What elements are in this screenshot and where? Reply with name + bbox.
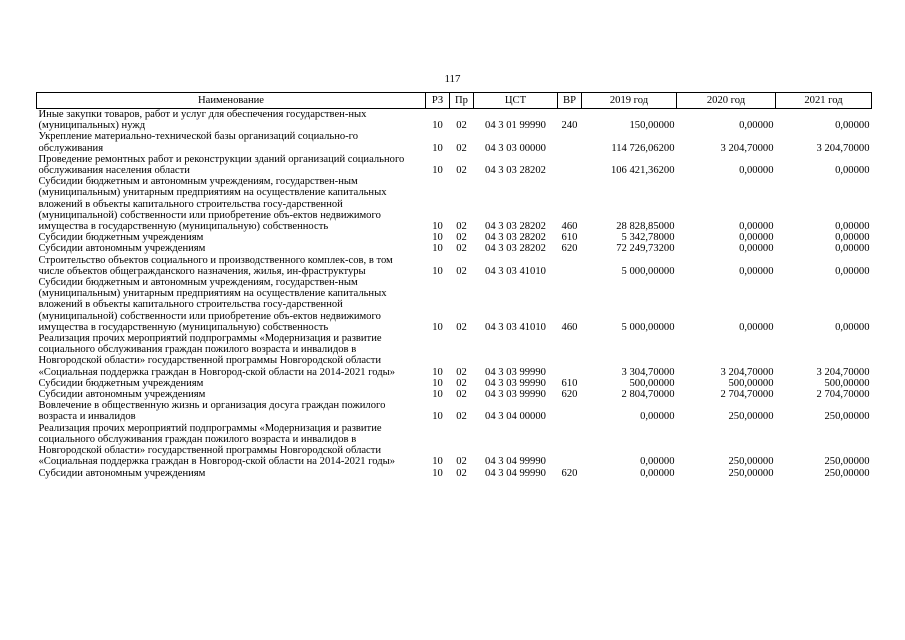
- cell-rz: 10: [432, 142, 443, 154]
- cell-vr: 620: [561, 467, 578, 479]
- cell-2021: 0,00000: [835, 165, 870, 177]
- cell-2020: 250,00000: [728, 456, 774, 468]
- cell-2021: 0,00000: [835, 265, 870, 277]
- cell-2019: 500,00000: [629, 377, 675, 389]
- cell-2019: 0,00000: [640, 467, 675, 479]
- cell-name: Реализация прочих мероприятий подпрограммы «Модернизация и развитие социального обслуживания граждан пожилого возраста и инвалидов в Новгородской области» государственной программы Новгородской области «Социальная поддержка граждан в Новгород-ской области на 2014-2021 годы»: [38, 333, 396, 378]
- cell-pr: 02: [456, 456, 467, 468]
- budget-table: [36, 92, 872, 479]
- cell-2020: 0,00000: [739, 221, 774, 233]
- page-number: 117: [444, 73, 461, 85]
- cell-name: Субсидии автономным учреждениям: [38, 467, 206, 479]
- cell-cst: 04 3 04 99990: [485, 467, 546, 479]
- cell-rz: 10: [432, 411, 443, 423]
- cell-name: Субсидии автономным учреждениям: [38, 389, 206, 401]
- cell-2019: 5 000,00000: [621, 265, 675, 277]
- cell-cst: 04 3 03 28202: [485, 243, 546, 255]
- cell-vr: [558, 333, 582, 378]
- cell-2020: 3 204,70000: [720, 142, 774, 154]
- cell-rz: 10: [432, 321, 443, 333]
- cell-2020: 0,00000: [739, 243, 774, 255]
- table-row: [37, 389, 872, 400]
- cell-2020: 0,00000: [739, 232, 774, 244]
- cell-2020: 0,00000: [739, 265, 774, 277]
- cell-2021: 0,00000: [835, 243, 870, 255]
- cell-2021: 3 204,70000: [816, 366, 870, 378]
- cell-2021: 250,00000: [824, 411, 870, 423]
- table-row: [37, 109, 872, 132]
- cell-vr: 460: [561, 221, 578, 233]
- cell-name: Укрепление материально-технической базы организаций социально-го обслуживания: [38, 131, 359, 154]
- cell-2019: 0,00000: [640, 411, 675, 423]
- header-2019: 2019 год: [582, 93, 677, 109]
- cell-cst: 04 3 03 99990: [485, 377, 546, 389]
- cell-pr: 02: [456, 377, 467, 389]
- table-row: [37, 468, 872, 479]
- cell-name: Строительство объектов социального и производственного комплек-сов, в том числе объектов общегражданского назначения, жилья, ин-фраструктуры: [38, 254, 393, 277]
- cell-name: Субсидии автономным учреждениям: [38, 243, 206, 255]
- cell-2019: 106 421,36200: [610, 165, 675, 177]
- cell-vr: [558, 131, 582, 153]
- cell-2021: 0,00000: [835, 321, 870, 333]
- cell-rz: 10: [432, 120, 443, 132]
- cell-pr: 02: [456, 366, 467, 378]
- cell-2020: 3 204,70000: [720, 366, 774, 378]
- table-row: [37, 176, 872, 232]
- cell-cst: 04 3 03 28202: [485, 165, 546, 177]
- cell-2019: 28 828,85000: [616, 221, 675, 233]
- header-cst: ЦСТ: [474, 93, 558, 109]
- cell-2020: 0,00000: [739, 120, 774, 132]
- cell-rz: 10: [432, 165, 443, 177]
- cell-pr: 02: [456, 411, 467, 423]
- cell-2020: 0,00000: [739, 321, 774, 333]
- cell-cst: 04 3 03 28202: [485, 232, 546, 244]
- header-2021: 2021 год: [776, 93, 872, 109]
- table-row: [37, 131, 872, 153]
- cell-rz: 10: [432, 232, 443, 244]
- cell-pr: 02: [456, 221, 467, 233]
- header-name: Наименование: [37, 93, 426, 109]
- cell-rz: 10: [432, 243, 443, 255]
- cell-2021: 0,00000: [835, 221, 870, 233]
- cell-2020: 0,00000: [739, 165, 774, 177]
- cell-rz: 10: [432, 221, 443, 233]
- table-row: [37, 277, 872, 333]
- cell-cst: 04 3 03 00000: [485, 142, 546, 154]
- cell-name: Реализация прочих мероприятий подпрограммы «Модернизация и развитие социального обслуживания граждан пожилого возраста и инвалидов в Новгородской области» государственной программы Новгородской области «Социальная поддержка граждан в Новгород-ской области на 2014-2021 годы»: [38, 422, 396, 468]
- cell-vr: 620: [561, 389, 578, 401]
- cell-pr: 02: [456, 389, 467, 401]
- cell-2021: 250,00000: [824, 467, 870, 479]
- cell-2021: 0,00000: [835, 232, 870, 244]
- cell-pr: 02: [456, 142, 467, 154]
- cell-cst: 04 3 01 99990: [485, 120, 546, 132]
- cell-pr: 02: [456, 165, 467, 177]
- table-row: [37, 423, 872, 468]
- cell-vr: 620: [561, 243, 578, 255]
- cell-name: Иные закупки товаров, работ и услуг для обеспечения государствен-ных (муниципальных) нужд: [38, 109, 367, 132]
- cell-rz: 10: [432, 265, 443, 277]
- cell-vr: [558, 255, 582, 277]
- cell-cst: 04 3 03 41010: [485, 321, 546, 333]
- cell-vr: 610: [561, 232, 578, 244]
- cell-cst: 04 3 03 28202: [485, 221, 546, 233]
- cell-rz: 10: [432, 467, 443, 479]
- cell-cst: 04 3 04 00000: [485, 411, 546, 423]
- cell-pr: 02: [456, 321, 467, 333]
- table-row: [37, 255, 872, 277]
- cell-2019: 150,00000: [629, 120, 675, 132]
- cell-name: Субсидии бюджетным учреждениям: [38, 232, 204, 244]
- cell-rz: 10: [432, 366, 443, 378]
- cell-vr: [558, 154, 582, 176]
- cell-2020: 500,00000: [728, 377, 774, 389]
- cell-cst: 04 3 03 41010: [485, 265, 546, 277]
- cell-2021: 3 204,70000: [816, 142, 870, 154]
- cell-name: Субсидии бюджетным и автономным учреждениям, государствен-ным (муниципальным) унитарным предприятиям на осуществление капитальных вложений в объекты капитального строительства госу-дарственной (муниципальной) собственности или приобретение объ-ектов недвижимого имущества в государственную (муниципальную) собственность: [38, 277, 387, 333]
- table-row: [37, 378, 872, 389]
- cell-2020: 250,00000: [728, 411, 774, 423]
- cell-pr: 02: [456, 467, 467, 479]
- cell-2019: 5 342,78000: [621, 232, 675, 244]
- cell-pr: 02: [456, 243, 467, 255]
- cell-rz: 10: [432, 389, 443, 401]
- cell-name: Вовлечение в общественную жизнь и организация досуга граждан пожилого возраста и инвалидов: [38, 400, 386, 423]
- header-2020: 2020 год: [677, 93, 776, 109]
- cell-2021: 250,00000: [824, 456, 870, 468]
- cell-vr: [558, 423, 582, 468]
- cell-2019: 0,00000: [640, 456, 675, 468]
- cell-2019: 72 249,73200: [616, 243, 675, 255]
- cell-2021: 2 704,70000: [816, 389, 870, 401]
- cell-cst: 04 3 03 99990: [485, 389, 546, 401]
- cell-pr: 02: [456, 120, 467, 132]
- cell-2021: 500,00000: [824, 377, 870, 389]
- cell-2020: 2 704,70000: [720, 389, 774, 401]
- table-row: [37, 243, 872, 254]
- cell-2019: 3 304,70000: [621, 366, 675, 378]
- cell-vr: 610: [561, 377, 578, 389]
- cell-2020: 250,00000: [728, 467, 774, 479]
- table-row: [37, 400, 872, 422]
- cell-2019: 2 804,70000: [621, 389, 675, 401]
- cell-rz: 10: [432, 456, 443, 468]
- table-row: [37, 333, 872, 378]
- table-row: [37, 232, 872, 243]
- cell-rz: 10: [432, 377, 443, 389]
- cell-2019: 114 726,06200: [611, 142, 675, 154]
- header-vr: ВР: [558, 93, 582, 109]
- cell-pr: 02: [456, 265, 467, 277]
- cell-vr: 240: [561, 120, 578, 132]
- header-pr: Пр: [450, 93, 474, 109]
- cell-cst: 04 3 04 99990: [485, 456, 546, 468]
- cell-name: Проведение ремонтных работ и реконструкции зданий организаций социального обслуживания населения области: [38, 153, 405, 177]
- cell-pr: 02: [456, 232, 467, 244]
- cell-2021: 0,00000: [835, 120, 870, 132]
- cell-vr: [558, 400, 582, 422]
- table-header-row: [37, 93, 872, 109]
- cell-name: Субсидии бюджетным учреждениям: [38, 377, 204, 389]
- table-row: [37, 154, 872, 176]
- cell-2019: 5 000,00000: [621, 321, 675, 333]
- cell-cst: 04 3 03 99990: [485, 366, 546, 378]
- cell-vr: 460: [561, 321, 578, 333]
- cell-name: Субсидии бюджетным и автономным учреждениям, государствен-ным (муниципальным) унитарным предприятиям на осуществление капитальных вложений в объекты капитального строительства госу-дарственной (муниципальной) собственности или приобретение объ-ектов недвижимого имущества в государственную (муниципальную) собственность: [38, 176, 387, 233]
- header-rz: РЗ: [426, 93, 450, 109]
